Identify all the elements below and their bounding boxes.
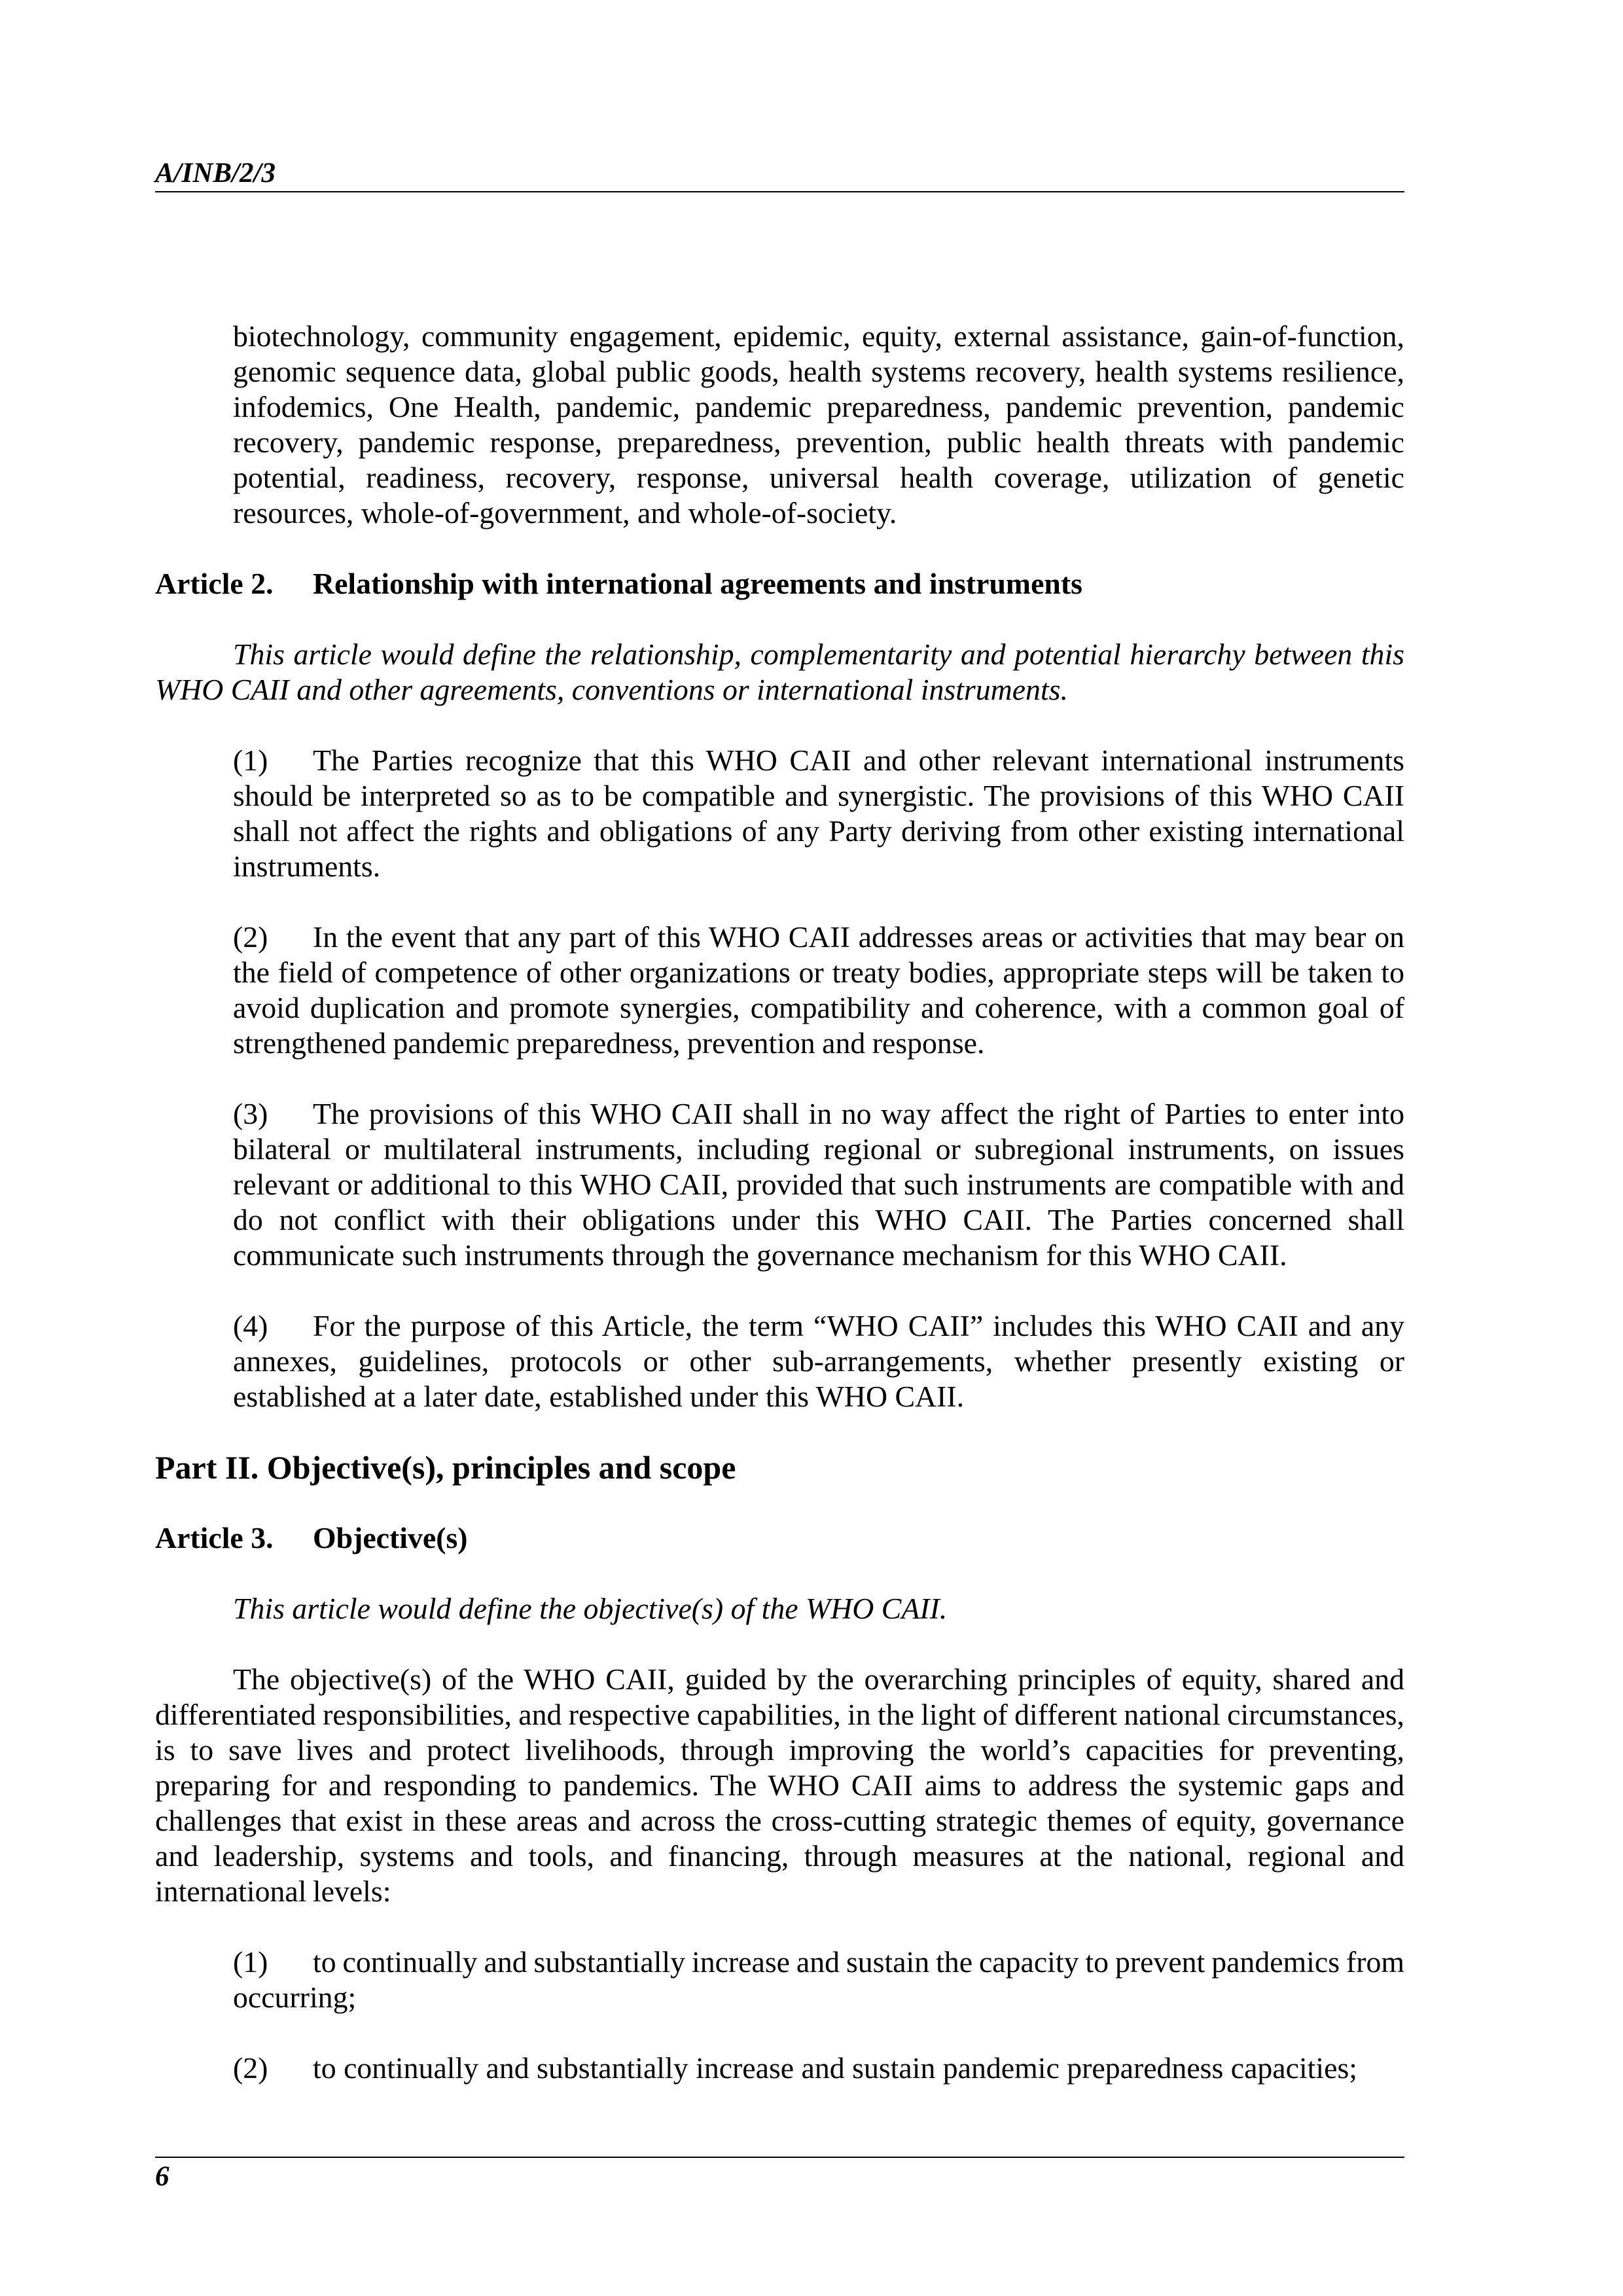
running-header [155, 157, 1404, 192]
article-2-note [155, 637, 1404, 708]
page-content [155, 319, 1404, 2121]
document-symbol: A/INB/2/3 [155, 158, 276, 188]
article-3-label: Article 3. [155, 1521, 274, 1554]
article-2-heading [155, 566, 1404, 601]
page-number: 6 [155, 2161, 169, 2192]
article-2-paragraph-3 [233, 1096, 1404, 1273]
intro-paragraph [233, 319, 1404, 531]
article-2-paragraph-4 [233, 1308, 1404, 1414]
article-3-item-2 [233, 2051, 1404, 2086]
paragraph-number: (3) [233, 1097, 268, 1130]
intro-paragraph-text: biotechnology, community engagement, epidemic, equity, external assistance, gain-of-function, genomic sequence data, global public goods, health systems recovery, health systems resilience, infodemics, One Health, pandemic, pandemic preparedness, pandemic prevention, pandemic recovery, pandemic response, preparedness, prevention, public health threats with pandemic potential, readiness, recovery, response, universal health coverage, utilization of genetic resources, whole-of-government, and whole-of-society. [233, 319, 1404, 529]
item-text: to continually and substantially increase and sustain the capacity to prevent pandemics from occurring; [233, 1945, 1404, 2014]
article-3-item-1 [233, 1945, 1404, 2015]
article-2-paragraph-1 [233, 743, 1404, 884]
article-3-paragraph [155, 1662, 1404, 1909]
article-3-heading [155, 1520, 1404, 1556]
paragraph-number: (4) [233, 1309, 268, 1342]
article-3-paragraph-text: The objective(s) of the WHO CAII, guided by the overarching principles of equity, shared and differentiated responsibilities, and respective capabilities, in the light of different national circumstances, is to save lives and protect livelihoods, through improving the world’s capacities for preventing, preparing for and responding to pandemics. The WHO CAII aims to address the systemic gaps and challenges that exist in these areas and across the cross-cutting strategic themes of equity, governance and leadership, systems and tools, and financing, through measures at the national, regional and international levels: [155, 1662, 1404, 1908]
article-3-title: Objective(s) [313, 1521, 468, 1554]
article-2-note-text: This article would define the relationship, complementarity and potential hierarchy between this WHO CAII and other agreements, conventions or international instruments. [155, 637, 1404, 706]
paragraph-number: (1) [233, 744, 268, 777]
article-3-note [155, 1591, 1404, 1626]
running-footer [155, 2157, 1404, 2193]
paragraph-text: The Parties recognize that this WHO CAII and other relevant international instruments should be interpreted so as to be compatible and synergistic. The provisions of this WHO CAII shall not affect the rights and obligations of any Party deriving from other existing international instruments. [233, 744, 1404, 883]
paragraph-text: In the event that any part of this WHO CAII addresses areas or activities that may bear on the field of competence of other organizations or treaty bodies, appropriate steps will be taken to avoid duplication and promote synergies, compatibility and coherence, with a common goal of strengthened pandemic preparedness, prevention and response. [233, 920, 1404, 1060]
part-2-heading [155, 1450, 1404, 1485]
item-number: (1) [233, 1945, 268, 1979]
item-text: to continually and substantially increase and sustain pandemic preparedness capacities; [313, 2051, 1358, 2085]
paragraph-text: The provisions of this WHO CAII shall in no way affect the right of Parties to enter into bilateral or multilateral instruments, including regional or subregional instruments, on issues relevant or additional to this WHO CAII, provided that such instruments are compatible with and do not conflict with their obligations under this WHO CAII. The Parties concerned shall communicate such instruments through the governance mechanism for this WHO CAII. [233, 1097, 1404, 1272]
article-2-label: Article 2. [155, 567, 274, 600]
paragraph-text: For the purpose of this Article, the term “WHO CAII” includes this WHO CAII and any annexes, guidelines, protocols or other sub-arrangements, whether presently existing or established at a later date, established under this WHO CAII. [233, 1309, 1404, 1413]
paragraph-number: (2) [233, 920, 268, 954]
part-2-heading-text: Part II. Objective(s), principles and scope [155, 1449, 736, 1486]
article-2-title: Relationship with international agreements and instruments [313, 567, 1082, 600]
item-number: (2) [233, 2051, 268, 2085]
article-2-paragraph-2 [233, 920, 1404, 1061]
article-3-note-text: This article would define the objective(s) of the WHO CAII. [233, 1592, 948, 1625]
